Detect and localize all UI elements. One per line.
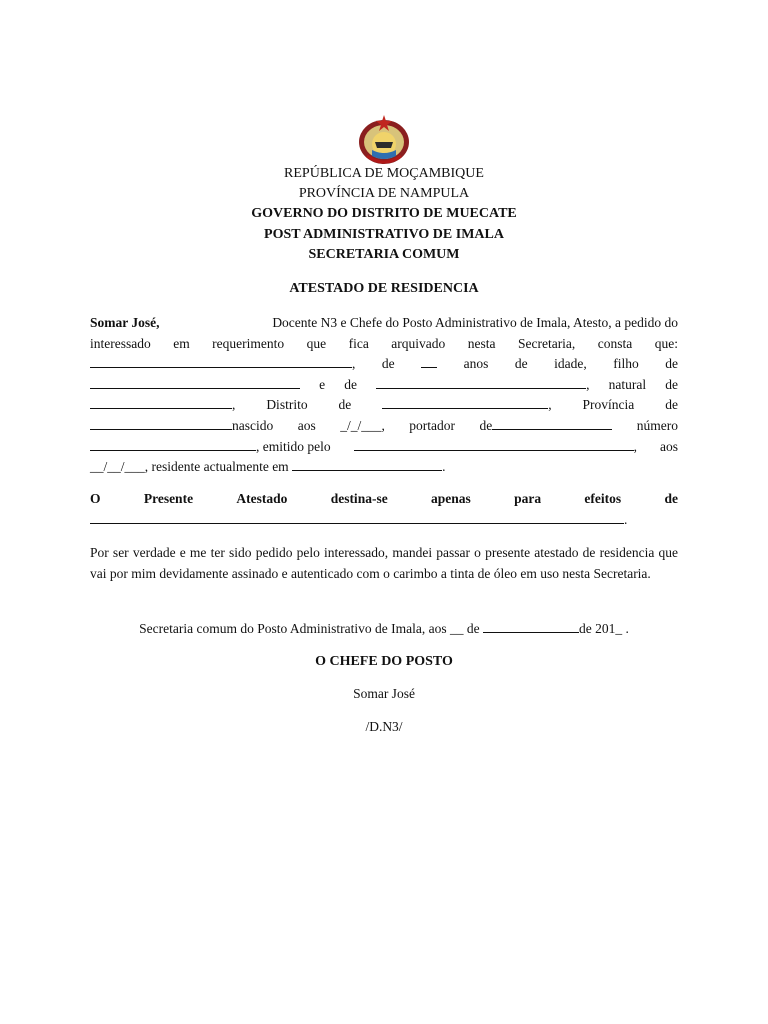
word: apenas	[431, 491, 471, 506]
header-province: PROVÍNCIA DE NAMPULA	[298, 186, 470, 201]
word: consta	[597, 335, 633, 351]
word: ,	[633, 438, 637, 454]
paragraph-1	[90, 313, 678, 478]
blank-mother-name[interactable]	[376, 375, 586, 389]
word: nesta	[467, 335, 496, 351]
signature-name: Somar José	[353, 686, 415, 701]
blank-age[interactable]	[421, 354, 437, 368]
word: filho	[613, 356, 639, 372]
word: ,	[232, 397, 236, 413]
date-line-year: de 201_ .	[578, 621, 629, 636]
blank-document-type[interactable]	[492, 416, 612, 430]
word: Presente	[143, 491, 194, 506]
word: interessado	[90, 335, 151, 351]
word: de	[665, 356, 678, 372]
word: aos	[297, 417, 316, 433]
p1-row-4	[90, 375, 678, 396]
word: efeitos	[584, 491, 622, 506]
date-line-text: Secretaria comum do Posto Administrativo de Imala, aos __ de	[139, 621, 480, 636]
word: requerimento	[212, 335, 285, 351]
p1-row-3	[90, 354, 678, 375]
blank-birthplace[interactable]	[90, 395, 232, 409]
blank-district[interactable]	[382, 395, 548, 409]
word: de	[514, 356, 528, 372]
p2-row-1	[90, 489, 678, 510]
word: de	[338, 397, 352, 413]
word: fica	[348, 335, 369, 351]
birth-date-placeholder: _/_/___,	[340, 417, 385, 433]
word: O	[90, 491, 101, 506]
word: destina-se	[330, 491, 388, 506]
signature-title: O CHEFE DO POSTO	[315, 654, 453, 669]
blank-month[interactable]	[483, 619, 579, 633]
word: anos	[463, 356, 489, 372]
official-name: Somar José,	[90, 315, 160, 330]
word: Província	[582, 397, 635, 413]
word: aos	[660, 438, 678, 454]
p1-row-1-text: Docente N3 e Chefe do Posto Administrativo de Imala, Atesto, a pedido do	[272, 315, 678, 330]
word: de	[381, 356, 395, 372]
word: nascido	[232, 417, 274, 433]
word: Distrito	[266, 397, 308, 413]
blank-residence[interactable]	[292, 457, 442, 471]
word: de	[479, 417, 493, 433]
word: Secretaria,	[517, 335, 576, 351]
word: de	[665, 397, 678, 413]
word: ,	[352, 356, 356, 372]
blank-purpose[interactable]	[90, 510, 624, 524]
blank-province[interactable]	[90, 416, 232, 430]
word: idade,	[554, 356, 587, 372]
signature-code: /D.N3/	[365, 719, 403, 734]
header-secretariat: SECRETARIA COMUM	[308, 247, 460, 262]
mozambique-coat-of-arms-icon	[355, 112, 413, 166]
p2-row-2	[90, 510, 678, 531]
word: natural	[608, 376, 647, 392]
word: que	[306, 335, 327, 351]
p1-row-1	[90, 313, 678, 334]
word: ,	[586, 376, 590, 392]
blank-issued-by[interactable]	[354, 437, 634, 451]
blank-requerente-name[interactable]	[90, 354, 352, 368]
blank-document-number[interactable]	[90, 437, 256, 451]
p1-row-2	[90, 334, 678, 355]
document-title: ATESTADO DE RESIDENCIA	[289, 281, 479, 296]
word: portador	[409, 417, 456, 433]
word: arquivado	[391, 335, 446, 351]
word: de	[344, 376, 357, 392]
word: para	[514, 491, 542, 506]
p1-row-7	[90, 437, 678, 458]
p1-row-6	[90, 416, 678, 437]
word: de	[665, 376, 678, 392]
word: número	[636, 417, 678, 433]
word: de	[664, 491, 678, 506]
paragraph-3: Por ser verdade e me ter sido pedido pelo interessado, mandei passar o presente atestado de residencia que vai por mim devidamente assinado e autenticado com o carimbo a tinta de óleo em uso nesta Secretaria.	[90, 545, 678, 581]
p1-row-8	[90, 457, 678, 478]
word: e	[319, 376, 326, 392]
word: , emitido pelo	[256, 438, 331, 454]
word: Atestado	[236, 491, 288, 506]
header-post: POST ADMINISTRATIVO DE IMALA	[264, 227, 504, 242]
word: em	[173, 335, 190, 351]
date-line	[0, 619, 768, 639]
header-government: GOVERNO DO DISTRITO DE MUECATE	[251, 206, 517, 221]
p1-row-5	[90, 395, 678, 416]
word: que:	[654, 335, 678, 351]
header-republic: REPÚBLICA DE MOÇAMBIQUE	[284, 166, 484, 181]
word: ,	[548, 397, 552, 413]
word: .	[624, 511, 628, 527]
issue-date-and-residence-label: __/__/___, residente actualmente em	[90, 459, 289, 475]
word: .	[442, 459, 446, 475]
paragraph-2	[90, 489, 678, 530]
blank-father-name[interactable]	[90, 375, 300, 389]
